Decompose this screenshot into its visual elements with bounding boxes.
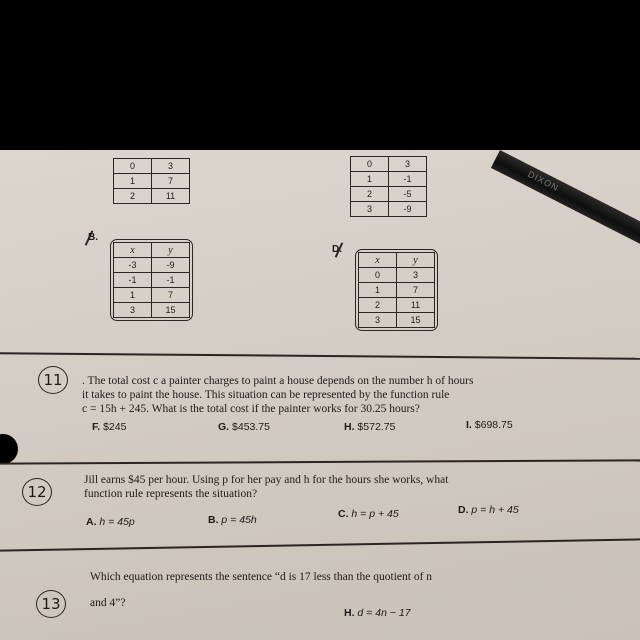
q12-choice-c: C. h = p + 45 xyxy=(338,508,399,520)
question-11-text xyxy=(82,374,552,416)
option-letter-b: B. xyxy=(88,232,98,243)
divider-line xyxy=(0,459,640,464)
q12-choice-d: D. p = h + 45 xyxy=(458,504,519,516)
q11-choice-f: F. $245 xyxy=(92,421,127,433)
question-12-text xyxy=(84,473,554,501)
worksheet-page xyxy=(0,150,640,640)
question-number-13: 13 xyxy=(36,590,66,618)
divider-line xyxy=(0,352,640,360)
question-number-12: 12 xyxy=(22,478,52,506)
question-number-11: 11 xyxy=(38,366,68,394)
option-letter-d: D. xyxy=(332,244,342,255)
binder-hole xyxy=(0,434,18,464)
question-11-line-3: c = 15h + 245. What is the total cost if the painter works for 30.25 hours? xyxy=(82,403,420,415)
question-11-line-2: it takes to paint the house. This situation can be represented by the function rule xyxy=(82,389,450,401)
question-11-line-1: . The total cost c a painter charges to paint a house depends on the number h of hours xyxy=(82,375,474,387)
q11-choice-i: I. $698.75 xyxy=(466,419,513,431)
q13-choice-h: H. d = 4n − 17 xyxy=(344,607,411,619)
q11-choice-g: G. $453.75 xyxy=(218,421,270,433)
pencil-brand-label: DIXON xyxy=(526,169,561,194)
q12-choice-b: B. p = 45h xyxy=(208,514,257,526)
question-12-line-1: Jill earns $45 per hour. Using p for her pay and h for the hours she works, what xyxy=(84,474,449,486)
divider-line xyxy=(0,538,640,551)
question-12-line-2: function rule represents the situation? xyxy=(84,488,258,500)
q12-choice-a: A. h = 45p xyxy=(86,516,135,528)
table-top-right: 0 3 1 -1 2 -5 3 -9 xyxy=(350,156,427,217)
question-13-line-2: and 4”? xyxy=(90,597,126,609)
table-top-left: 0 3 1 7 2 11 xyxy=(113,158,190,204)
question-13-text xyxy=(90,570,560,610)
question-13-line-1: Which equation represents the sentence “d is 17 less than the quotient of n xyxy=(90,571,433,583)
table-option-d: x y 0 3 1 7 2 11 3 15 xyxy=(355,249,438,331)
q11-choice-h: H. $572.75 xyxy=(344,421,396,433)
table-option-b: x y -3 -9 -1 -1 1 7 3 15 xyxy=(110,239,193,321)
